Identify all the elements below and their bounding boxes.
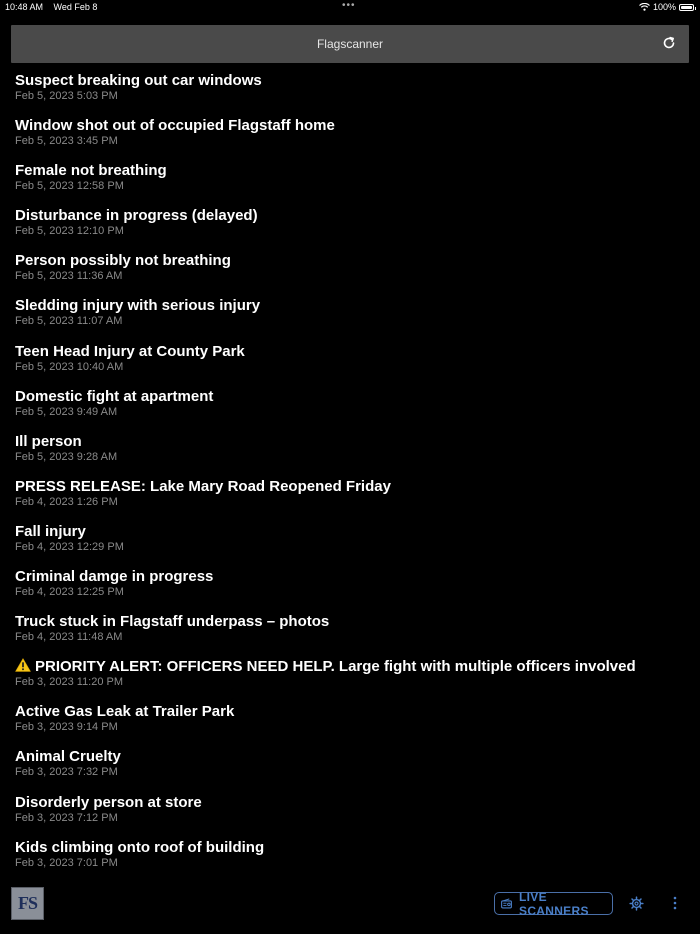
feed-item-title — [15, 523, 695, 541]
list-item[interactable] — [15, 478, 695, 523]
feed-item-title-text: Ill person — [15, 432, 82, 450]
feed-item-title — [15, 658, 695, 676]
feed-item-title — [15, 703, 695, 721]
feed-item-timestamp: Feb 4, 2023 11:48 AM — [15, 631, 123, 644]
feed-item-title-text: Domestic fight at apartment — [15, 387, 214, 405]
feed-item-title — [15, 297, 695, 315]
feed-item-timestamp: Feb 5, 2023 3:45 PM — [15, 135, 118, 148]
feed-item-timestamp: Feb 3, 2023 11:20 PM — [15, 676, 124, 689]
list-item[interactable] — [15, 343, 695, 388]
feed-item-title — [15, 794, 695, 812]
feed-item-title-text: Teen Head Injury at County Park — [15, 342, 245, 360]
list-item[interactable] — [15, 252, 695, 297]
warning-icon — [15, 658, 31, 672]
feed-item-timestamp: Feb 3, 2023 7:12 PM — [15, 811, 118, 824]
feed-item-title-text: Window shot out of occupied Flagstaff home — [15, 117, 335, 135]
status-date: Wed Feb 8 — [53, 2, 98, 12]
gear-icon[interactable] — [629, 896, 644, 911]
feed-item-title-text: Female not breathing — [15, 162, 167, 180]
feed-item-title-text: Active Gas Leak at Trailer Park — [15, 703, 235, 721]
feed-item-timestamp: Feb 5, 2023 11:07 AM — [15, 315, 123, 328]
app-logo[interactable] — [11, 887, 44, 920]
refresh-icon[interactable] — [661, 35, 677, 51]
logo-text: FS — [17, 893, 37, 913]
list-item[interactable] — [15, 523, 695, 568]
list-item[interactable] — [15, 162, 695, 207]
live-scanners-label: LIVE SCANNERS — [519, 889, 589, 918]
feed-item-timestamp: Feb 4, 2023 12:25 PM — [15, 586, 124, 599]
feed-item-title-text: Criminal damge in progress — [15, 568, 214, 586]
status-bar — [0, 0, 700, 14]
feed-item-title — [15, 839, 695, 857]
bottom-toolbar — [0, 880, 700, 934]
feed-item-title-text: Person possibly not breathing — [15, 252, 231, 270]
feed-item-timestamp: Feb 5, 2023 5:03 PM — [15, 90, 118, 102]
radio-icon — [501, 898, 512, 909]
incident-feed — [15, 72, 695, 884]
feed-item-timestamp: Feb 4, 2023 12:29 PM — [15, 540, 124, 553]
wifi-icon — [639, 3, 650, 11]
feed-item-title-text: Fall injury — [15, 522, 86, 540]
list-item[interactable] — [15, 207, 695, 252]
feed-item-title — [15, 343, 695, 361]
page-title: Flagscanner — [316, 37, 384, 51]
status-time: 10:48 AM — [5, 2, 44, 12]
list-item[interactable] — [15, 117, 695, 162]
feed-item-title-text: Sledding injury with serious injury — [15, 297, 261, 315]
more-vertical-icon[interactable] — [670, 895, 680, 911]
feed-item-title-text: Disturbance in progress (delayed) — [15, 207, 258, 225]
feed-item-title — [15, 478, 695, 496]
list-item[interactable] — [15, 568, 695, 613]
feed-item-title-text: PRESS RELEASE: Lake Mary Road Reopened Friday — [15, 477, 391, 495]
feed-item-title — [15, 613, 695, 631]
app-header — [11, 25, 689, 63]
list-item[interactable] — [15, 388, 695, 433]
list-item[interactable] — [15, 72, 695, 117]
feed-item-title — [15, 568, 695, 586]
feed-item-timestamp: Feb 4, 2023 1:26 PM — [15, 495, 118, 508]
list-item[interactable] — [15, 703, 695, 748]
live-scanners-button[interactable] — [494, 889, 613, 918]
feed-item-timestamp: Feb 5, 2023 10:40 AM — [15, 360, 124, 373]
list-item[interactable] — [15, 839, 695, 884]
feed-item-title — [15, 117, 695, 135]
feed-item-title-text: Kids climbing onto roof of building — [15, 838, 265, 856]
feed-item-timestamp: Feb 3, 2023 7:32 PM — [15, 766, 118, 779]
feed-item-title — [15, 433, 695, 451]
status-time-date — [5, 2, 97, 12]
battery-icon — [679, 4, 694, 11]
feed-item-timestamp: Feb 5, 2023 12:58 PM — [15, 180, 124, 193]
status-indicators — [639, 2, 694, 12]
feed-item-title — [15, 162, 695, 180]
feed-item-title-text: Animal Cruelty — [15, 748, 121, 766]
feed-item-title-text: Disorderly person at store — [15, 793, 202, 811]
feed-item-title — [15, 388, 695, 406]
list-item[interactable] — [15, 613, 695, 658]
feed-item-title — [15, 207, 695, 225]
feed-item-timestamp: Feb 5, 2023 11:36 AM — [15, 270, 123, 283]
feed-item-title-text: PRIORITY ALERT: OFFICERS NEED HELP. Large fight with multiple officers involved — [35, 658, 636, 676]
feed-item-title-text: Suspect breaking out car windows — [15, 72, 262, 89]
feed-item-timestamp: Feb 5, 2023 9:28 AM — [15, 450, 118, 463]
list-item[interactable] — [15, 658, 695, 703]
feed-item-timestamp: Feb 3, 2023 7:01 PM — [15, 856, 118, 869]
feed-item-timestamp: Feb 5, 2023 12:10 PM — [15, 225, 124, 238]
battery-percent: 100% — [652, 2, 676, 12]
feed-item-title — [15, 252, 695, 270]
feed-item-title — [15, 72, 695, 90]
list-item[interactable] — [15, 794, 695, 839]
list-item[interactable] — [15, 433, 695, 478]
feed-item-timestamp: Feb 3, 2023 9:14 PM — [15, 721, 118, 734]
list-item[interactable] — [15, 297, 695, 342]
feed-item-timestamp: Feb 5, 2023 9:49 AM — [15, 405, 118, 418]
list-item[interactable] — [15, 748, 695, 793]
feed-item-title — [15, 748, 695, 766]
feed-item-title-text: Truck stuck in Flagstaff underpass – photos — [15, 613, 330, 631]
multitasking-dots-icon[interactable]: ••• — [342, 0, 356, 11]
